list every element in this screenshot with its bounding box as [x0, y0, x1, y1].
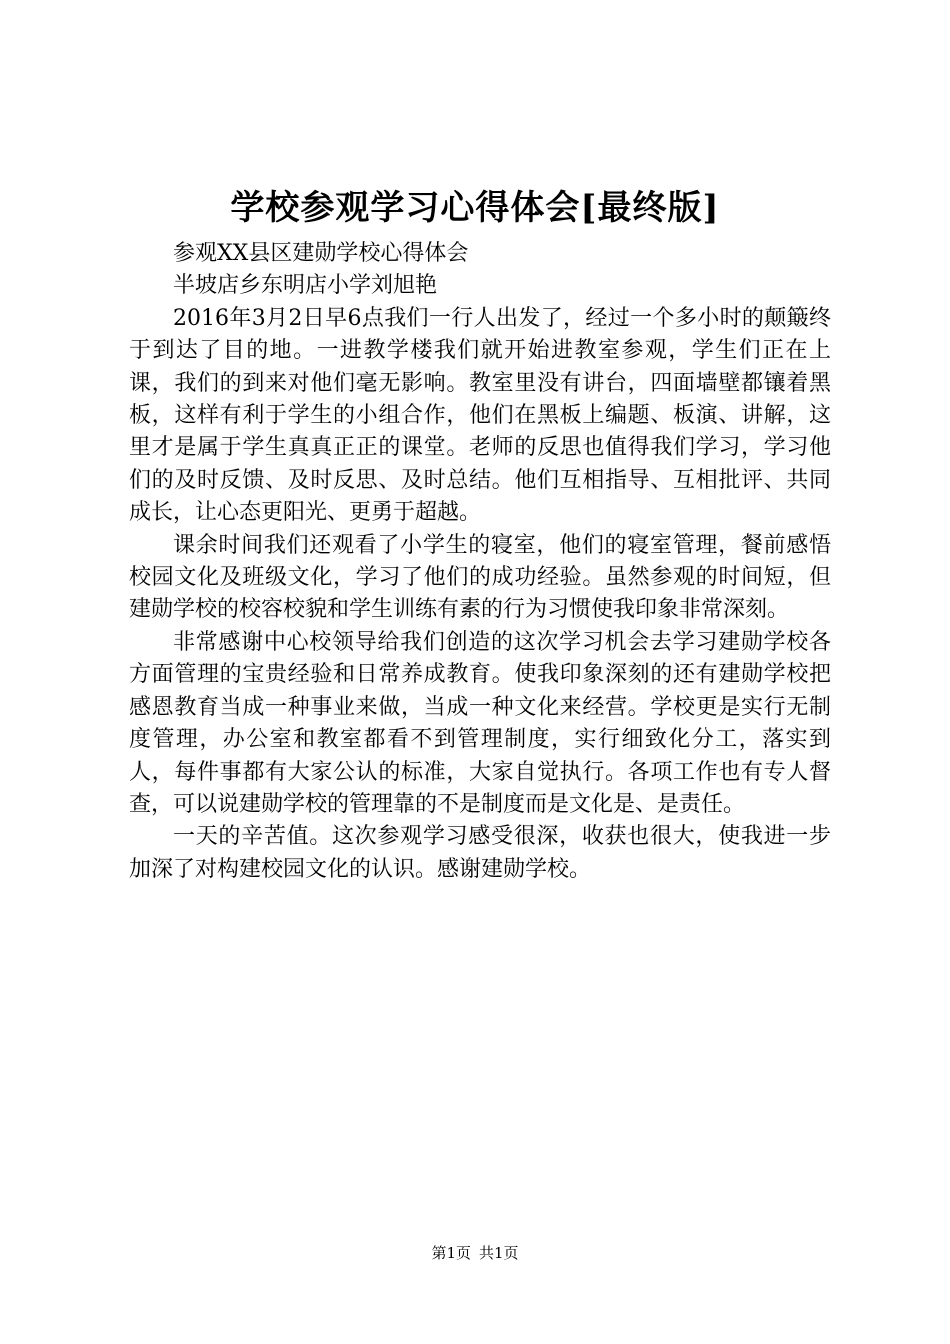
document-title: 学校参观学习心得体会[最终版]: [230, 188, 720, 228]
body-paragraph: 课余时间我们还观看了小学生的寝室，他们的寝室管理，餐前感悟校园文化及班级文化，学习了他们的成功经验。虽然参观的时间短，但建勋学校的校容校貌和学生训练有素的行为习惯使我印象非常深刻。: [129, 532, 831, 623]
page-total: 共1页: [479, 1244, 519, 1262]
author-line: 半坡店乡东明店小学刘旭艳: [173, 273, 438, 299]
document-body: [129, 238, 831, 886]
page-number: 第1页: [431, 1244, 471, 1262]
body-paragraph: 一天的辛苦值。这次参观学习感受很深，收获也很大，使我进一步加深了对构建校园文化的认识。感谢建勋学校。: [129, 824, 831, 882]
page-footer: [0, 1242, 950, 1264]
body-paragraph: 2016年3月2日早6点我们一行人出发了，经过一个多小时的颠簸终于到达了目的地。一进教学楼我们就开始进教室参观，学生们正在上课，我们的到来对他们毫无影响。教室里没有讲台，四面墙壁都镶着黑板，这样有利于学生的小组合作，他们在黑板上编题、板演、讲解，这里才是属于学生真真正正的课堂。老师的反思也值得我们学习，学习他们的及时反馈、及时反思、及时总结。他们互相指导、互相批评、共同成长，让心态更阳光、更勇于超越。: [129, 305, 831, 526]
body-paragraph: 非常感谢中心校领导给我们创造的这次学习机会去学习建勋学校各方面管理的宝贵经验和日常养成教育。使我印象深刻的还有建勋学校把感恩教育当成一种事业来做，当成一种文化来经营。学校更是实行无制度管理，办公室和教室都看不到管理制度，实行细致化分工，落实到人，每件事都有大家公认的标准，大家自觉执行。各项工作也有专人督查，可以说建勋学校的管理靠的不是制度而是文化是、是责任。: [129, 629, 831, 817]
document-subtitle: 参观XX县区建勋学校心得体会: [173, 241, 469, 266]
